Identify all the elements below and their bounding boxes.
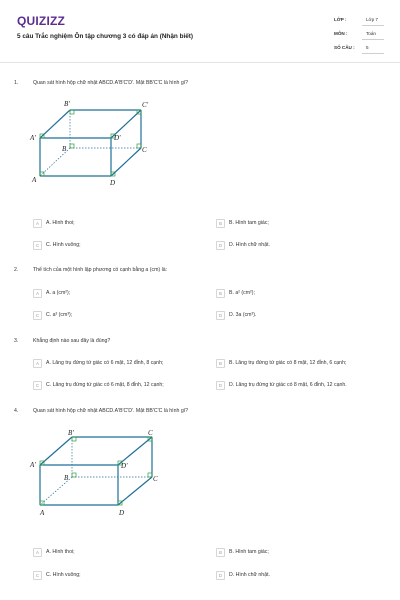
option-text: B. Hình tam giác;	[229, 549, 269, 555]
meta-class-underline	[362, 25, 384, 26]
meta-subject	[334, 28, 384, 40]
meta-class	[334, 14, 384, 26]
option-text: A. Hình thoi;	[46, 549, 75, 555]
q1-label-a-prime: A'	[30, 134, 36, 142]
option-text: C. Hình vuông;	[46, 242, 81, 248]
meta-count-underline	[362, 53, 384, 54]
question-4-number: 4.	[14, 408, 19, 414]
question-2-number: 2.	[14, 267, 19, 273]
option-text: A. Hình thoi;	[46, 220, 75, 226]
question-1-cuboid-figure	[28, 96, 158, 188]
option-letter-badge: B	[216, 219, 225, 228]
meta-subject-underline	[362, 39, 384, 40]
q4-label-b-prime: B'	[68, 429, 74, 437]
option-text: B. Lăng trụ đứng tứ giác có 8 mặt, 12 đỉnh, 6 cạnh;	[229, 360, 347, 366]
q1-label-c: C	[142, 146, 147, 154]
option-text: C. Hình vuông;	[46, 572, 81, 578]
option-letter-badge: A	[33, 219, 42, 228]
option-text: C. Lăng trụ đứng tứ giác có 6 mặt, 8 đỉnh, 12 cạnh;	[46, 382, 164, 388]
meta-class-key: LỚP :	[334, 17, 347, 22]
option-letter-badge: A	[33, 359, 42, 368]
meta-class-value: Lớp 7	[366, 17, 378, 22]
meta-subject-value: Toán	[366, 31, 376, 36]
q1-label-d: D	[110, 179, 116, 187]
q4-label-c-top: C	[148, 429, 153, 437]
q4-label-b: B	[64, 474, 69, 482]
option-text: B. Hình tam giác;	[229, 220, 269, 226]
meta-count-key: SỐ CÂU :	[334, 45, 355, 50]
question-1-text: Quan sát hình hộp chữ nhật ABCD.A'B'C'D'. Mặt BB'C'C là hình gì?	[33, 80, 189, 86]
option-text: D. 3a (cm³).	[229, 312, 257, 318]
q1-label-b: B	[62, 145, 67, 153]
q4-label-d: D	[119, 509, 125, 517]
option-letter-badge: B	[216, 289, 225, 298]
q4-label-a-prime: A'	[30, 461, 36, 469]
option-letter-badge: A	[33, 289, 42, 298]
option-text: B. a² (cm²);	[229, 290, 255, 296]
q4-label-a: A	[40, 509, 45, 517]
q4-label-c: C	[153, 475, 158, 483]
question-3-number: 3.	[14, 338, 19, 344]
q1-label-d-prime: D'	[114, 134, 121, 142]
question-4-text: Quan sát hình hộp chữ nhật ABCD.A'B'C'D'. Mặt BB'C'C là hình gì?	[33, 408, 189, 414]
option-letter-badge: D	[216, 571, 225, 580]
option-text: A. a (cm²);	[46, 290, 71, 296]
option-text: D. Hình chữ nhật.	[229, 572, 270, 578]
option-letter-badge: D	[216, 311, 225, 320]
option-letter-badge: B	[216, 359, 225, 368]
option-letter-badge: A	[33, 548, 42, 557]
quizizz-logo: QUIZIZZ	[17, 14, 66, 28]
option-letter-badge: D	[216, 381, 225, 390]
option-text: A. Lăng trụ đứng tứ giác có 6 mặt, 12 đỉnh, 8 cạnh;	[46, 360, 164, 366]
question-2-text: Thể tích của một hình lập phương có cạnh bằng a (cm) là:	[33, 267, 168, 273]
question-4-cuboid-figure	[28, 427, 158, 519]
option-letter-badge: C	[33, 571, 42, 580]
meta-subject-key: MÔN :	[334, 31, 348, 36]
q1-label-b-prime: B'	[64, 100, 70, 108]
option-text: D. Lăng trụ đứng tứ giác có 8 mặt, 6 đỉnh, 12 cạnh.	[229, 382, 347, 388]
q4-label-d-prime: D'	[121, 462, 128, 470]
option-letter-badge: C	[33, 241, 42, 250]
worksheet-title: 5 câu Trắc nghiệm Ôn tập chương 3 có đáp án (Nhận biết)	[17, 33, 194, 40]
option-letter-badge: C	[33, 311, 42, 320]
meta-count-value: 5	[366, 45, 369, 50]
q1-label-a: A	[32, 176, 37, 184]
option-text: D. Hình chữ nhật.	[229, 242, 270, 248]
header-divider	[0, 62, 400, 63]
option-letter-badge: C	[33, 381, 42, 390]
option-letter-badge: D	[216, 241, 225, 250]
question-3-text: Khẳng định nào sau đây là đúng?	[33, 338, 111, 344]
option-letter-badge: B	[216, 548, 225, 557]
option-text: C. a³ (cm³);	[46, 312, 73, 318]
q1-label-c-prime: C'	[142, 101, 149, 109]
meta-count	[334, 42, 384, 54]
question-1-number: 1.	[14, 80, 19, 86]
